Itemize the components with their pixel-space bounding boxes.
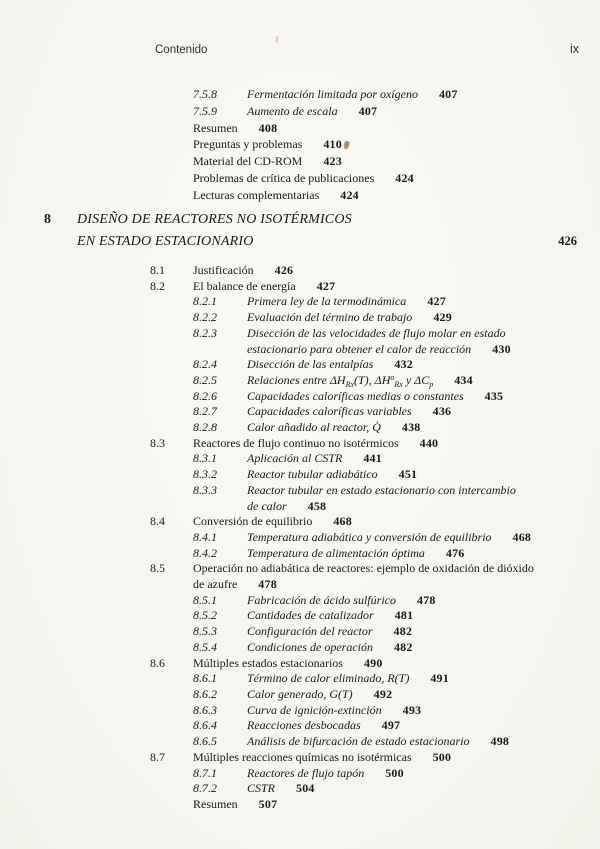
- toc-entry-page: 500: [432, 749, 452, 764]
- toc-entry-title: Resumen: [193, 796, 238, 811]
- toc-entry-number: 8.3.1: [193, 451, 217, 466]
- toc-entry: [0, 718, 600, 734]
- toc-entry-page: 504: [296, 781, 315, 796]
- toc-entry-number: 8.6.4: [193, 718, 217, 733]
- toc-entry: [0, 530, 600, 546]
- toc-entry-title: Cantidades de catalizador: [247, 608, 374, 623]
- toc-entry-number: 8.2.4: [193, 357, 217, 372]
- toc-entry-page: 498: [490, 734, 510, 749]
- toc-entry: [0, 577, 600, 593]
- toc-entry-title: Calor generado, G(T): [247, 686, 353, 701]
- toc-entry-title: Primera ley de la termodinámica: [247, 294, 407, 309]
- toc-entry-number: 8.6.3: [193, 702, 217, 717]
- toc-entry: [0, 608, 600, 624]
- toc-entry-page: 407: [358, 103, 378, 118]
- toc-entry: [0, 136, 600, 153]
- toc-entry: [0, 514, 600, 530]
- toc-entry-page: 458: [307, 498, 327, 513]
- toc-entry: [0, 187, 600, 204]
- toc-entry-number: 8.4: [150, 514, 165, 529]
- chapter-toc-list: [0, 263, 600, 813]
- toc-entry-page: 430: [492, 341, 511, 356]
- toc-entry-page: 423: [323, 154, 342, 169]
- toc-entry-page: 426: [274, 263, 294, 277]
- toc-entry-title: CSTR: [247, 781, 276, 796]
- toc-entry-title: Evaluación del término de trabajo: [247, 310, 413, 325]
- toc-entry-title: Calor añadido al reactor, Q̇: [247, 420, 381, 435]
- toc-entry-page: 507: [258, 796, 278, 811]
- toc-entry-title: Reactor tubular en estado estacionario con intercambio: [247, 482, 516, 497]
- toc-entry-title: de azufre: [193, 577, 238, 592]
- toc-entry-title: Configuración del reactor: [247, 624, 373, 639]
- toc-entry-title: Problemas de crítica de publicaciones: [193, 170, 375, 185]
- toc-entry-page: 482: [393, 639, 413, 654]
- toc-entry-page: 436: [432, 404, 452, 419]
- toc-entry: [0, 326, 600, 342]
- toc-entry: [0, 624, 600, 640]
- toc-entry-number: 8.1: [150, 263, 165, 277]
- toc-entry-page: 427: [316, 278, 336, 293]
- toc-entry: [0, 483, 600, 499]
- toc-entry-page: 432: [394, 357, 413, 372]
- toc-entry: [0, 103, 600, 120]
- toc-entry-number: 8.7.2: [193, 781, 217, 796]
- toc-entry: [0, 263, 600, 279]
- toc-entry-page: 424: [395, 170, 414, 185]
- toc-entry-page: 435: [484, 388, 504, 403]
- toc-entry-page: 429: [433, 310, 452, 325]
- toc-entry: [0, 170, 600, 187]
- toc-entry-number: 8.7.1: [193, 765, 217, 780]
- toc-entry-number: 8.6.2: [193, 686, 217, 701]
- toc-entry-page: 438: [401, 420, 421, 435]
- toc-entry-number: 8.5.4: [193, 639, 217, 654]
- toc-entry-number: 8.3.2: [193, 467, 217, 482]
- toc-entry-title: Capacidades caloríficas medias o constantes: [247, 388, 464, 403]
- toc-entry-number: 8.2.1: [193, 294, 217, 309]
- front-matter-toc-list: [0, 86, 600, 204]
- toc-entry-title: Temperatura adiabática y conversión de equilibrio: [247, 529, 492, 544]
- toc-entry-title: Múltiples reacciones químicas no isotérmicas: [193, 749, 412, 764]
- toc-entry-page: 424: [340, 187, 359, 202]
- toc-entry-number: 8.5.2: [193, 608, 217, 623]
- toc-entry: [0, 310, 600, 326]
- toc-entry-title: Disección de las velocidades de flujo molar en estado: [247, 325, 506, 340]
- toc-entry: [0, 781, 600, 797]
- toc-entry: [0, 703, 600, 719]
- toc-entry-page: 490: [363, 655, 383, 670]
- toc-entry: [0, 373, 600, 389]
- page-number-roman: ix: [569, 42, 579, 56]
- toc-entry-title: Resumen: [193, 120, 238, 135]
- toc-entry: [0, 451, 600, 467]
- toc-entry-number: 8.6.5: [193, 734, 217, 749]
- toc-entry-page: 482: [393, 624, 413, 639]
- toc-entry-page: 407: [438, 87, 458, 101]
- toc-entry-title: Análisis de bifurcación de estado estacionario: [247, 734, 470, 749]
- toc-entry-title: Reactores de flujo continuo no isotérmicos: [193, 435, 399, 450]
- running-head: [0, 42, 600, 58]
- toc-entry: [0, 546, 600, 562]
- toc-entry-title: Relaciones entre $\Delta H_{Rx}(T)$, $\Delta H^o_{Rx}$ y $\Delta C_p$: [247, 372, 434, 389]
- toc-entry-page: 451: [398, 467, 418, 482]
- toc-entry-number: 8.2.5: [193, 372, 217, 387]
- running-head-title: Contenido: [155, 44, 208, 56]
- toc-entry-number: 8.2.2: [193, 310, 217, 325]
- toc-entry-page: 492: [373, 686, 393, 701]
- toc-entry: [0, 279, 600, 295]
- toc-entry-title: de calor: [247, 498, 287, 513]
- toc-entry: [0, 734, 600, 750]
- toc-entry-title: Material del CD-ROM: [193, 154, 303, 169]
- toc-entry-number: 8.2.3: [193, 325, 217, 340]
- chapter-heading: [0, 210, 600, 252]
- toc-entry-page: 478: [416, 592, 436, 607]
- toc-entry: [0, 687, 600, 703]
- toc-entry: [0, 120, 600, 137]
- toc-entry: [0, 750, 600, 766]
- toc-entry-page: 500: [385, 765, 404, 780]
- toc-entry-page: 497: [381, 718, 401, 733]
- toc-entry-title: Justificación: [193, 263, 254, 277]
- toc-entry-page: 476: [445, 545, 465, 560]
- scan-speck: [276, 36, 279, 43]
- toc-entry-number: 8.6: [150, 655, 165, 670]
- toc-entry: [0, 467, 600, 483]
- toc-entry-title: Múltiples estados estacionarios: [193, 655, 343, 670]
- toc-entry-title: Lecturas complementarias: [193, 187, 320, 202]
- toc-entry-title: Conversión de equilibrio: [193, 514, 313, 529]
- toc-entry-number: 8.2.7: [193, 404, 217, 419]
- toc-entry-number: 8.6.1: [193, 671, 217, 686]
- toc-entry: [0, 640, 600, 656]
- chapter-page-number: 426: [558, 233, 577, 248]
- toc-entry-title: Fermentación limitada por oxígeno: [247, 87, 418, 101]
- toc-entry: [0, 593, 600, 609]
- toc-entry-number: 8.3: [150, 435, 165, 450]
- toc-entry-number: 8.5: [150, 561, 165, 576]
- toc-entry-page: 491: [430, 671, 449, 686]
- toc-entry-page: 434: [454, 372, 473, 387]
- toc-entry-page: 478: [258, 577, 277, 592]
- toc-entry-title: Reactores de flujo tapón: [247, 765, 365, 780]
- toc-entry-number: 8.5.3: [193, 624, 217, 639]
- toc-entry: [0, 561, 600, 577]
- toc-entry-page: 468: [512, 529, 532, 544]
- toc-entry-number: 8.2.6: [193, 388, 217, 403]
- toc-entry-number: 8.7: [150, 749, 165, 764]
- toc-entry-title: Fabricación de ácido sulfúrico: [247, 592, 396, 607]
- toc-entry: [0, 357, 600, 373]
- toc-entry: [0, 389, 600, 405]
- toc-entry-number: 8.2: [150, 278, 165, 293]
- toc-entry-title: Operación no adiabática de reactores: ejemplo de oxidación de dióxido: [193, 561, 534, 576]
- toc-entry-number: 8.4.2: [193, 545, 217, 560]
- toc-entry: [0, 499, 600, 515]
- toc-entry-number: 7.5.8: [193, 87, 217, 101]
- toc-entry: [0, 656, 600, 672]
- toc-entry-title: Reactor tubular adiabático: [247, 467, 378, 482]
- toc-entry: [0, 797, 600, 813]
- toc-entry-number: 7.5.9: [193, 103, 217, 118]
- toc-entry-title: Disección de las entalpías: [247, 357, 374, 372]
- toc-entry-page: 493: [402, 702, 422, 717]
- toc-entry-page: 441: [363, 451, 382, 466]
- toc-entry-title: Aumento de escala: [247, 103, 338, 118]
- toc-entry-number: 8.4.1: [193, 529, 217, 544]
- toc-entry-title: estacionario para obtener el calor de reacción: [247, 341, 472, 356]
- toc-entry-title: Capacidades caloríficas variables: [247, 404, 412, 419]
- toc-entry: [0, 420, 600, 436]
- toc-entry-title: Curva de ignición-extinción: [247, 702, 382, 717]
- toc-entry: [0, 436, 600, 452]
- toc-entry-page: 468: [333, 514, 352, 529]
- toc-entry: [0, 404, 600, 420]
- chapter-title-line1: DISEÑO DE REACTORES NO ISOTÉRMICOS: [77, 212, 352, 227]
- chapter-number: 8: [44, 212, 51, 227]
- chapter-title-line2: EN ESTADO ESTACIONARIO: [77, 233, 254, 249]
- toc-entry-title: Condiciones de operación: [247, 639, 373, 654]
- toc-entry-number: 8.2.8: [193, 420, 217, 435]
- scan-speck: [342, 141, 350, 151]
- toc-entry-title: Aplicación al CSTR: [247, 451, 343, 466]
- toc-entry-title: Término de calor eliminado, R(T): [247, 671, 410, 686]
- toc-entry-title: Reacciones desbocadas: [247, 718, 361, 733]
- toc-entry: [0, 671, 600, 687]
- toc-entry-title: El balance de energía: [193, 278, 296, 293]
- toc-entry-page: 427: [427, 294, 446, 309]
- toc-entry-number: 8.5.1: [193, 592, 217, 607]
- toc-entry-title: Temperatura de alimentación óptima: [247, 545, 425, 560]
- toc-entry-page: 481: [394, 608, 414, 623]
- toc-entry-number: 8.3.3: [193, 482, 217, 497]
- toc-entry: [0, 294, 600, 310]
- toc-entry-page: 440: [419, 435, 439, 450]
- toc-entry: [0, 153, 600, 170]
- toc-entry: [0, 766, 600, 782]
- toc-entry-page: 410: [323, 137, 342, 152]
- toc-entry: [0, 86, 600, 103]
- toc-entry-page: 408: [258, 120, 278, 135]
- toc-entry: [0, 342, 600, 358]
- toc-entry-title: Preguntas y problemas: [193, 137, 303, 152]
